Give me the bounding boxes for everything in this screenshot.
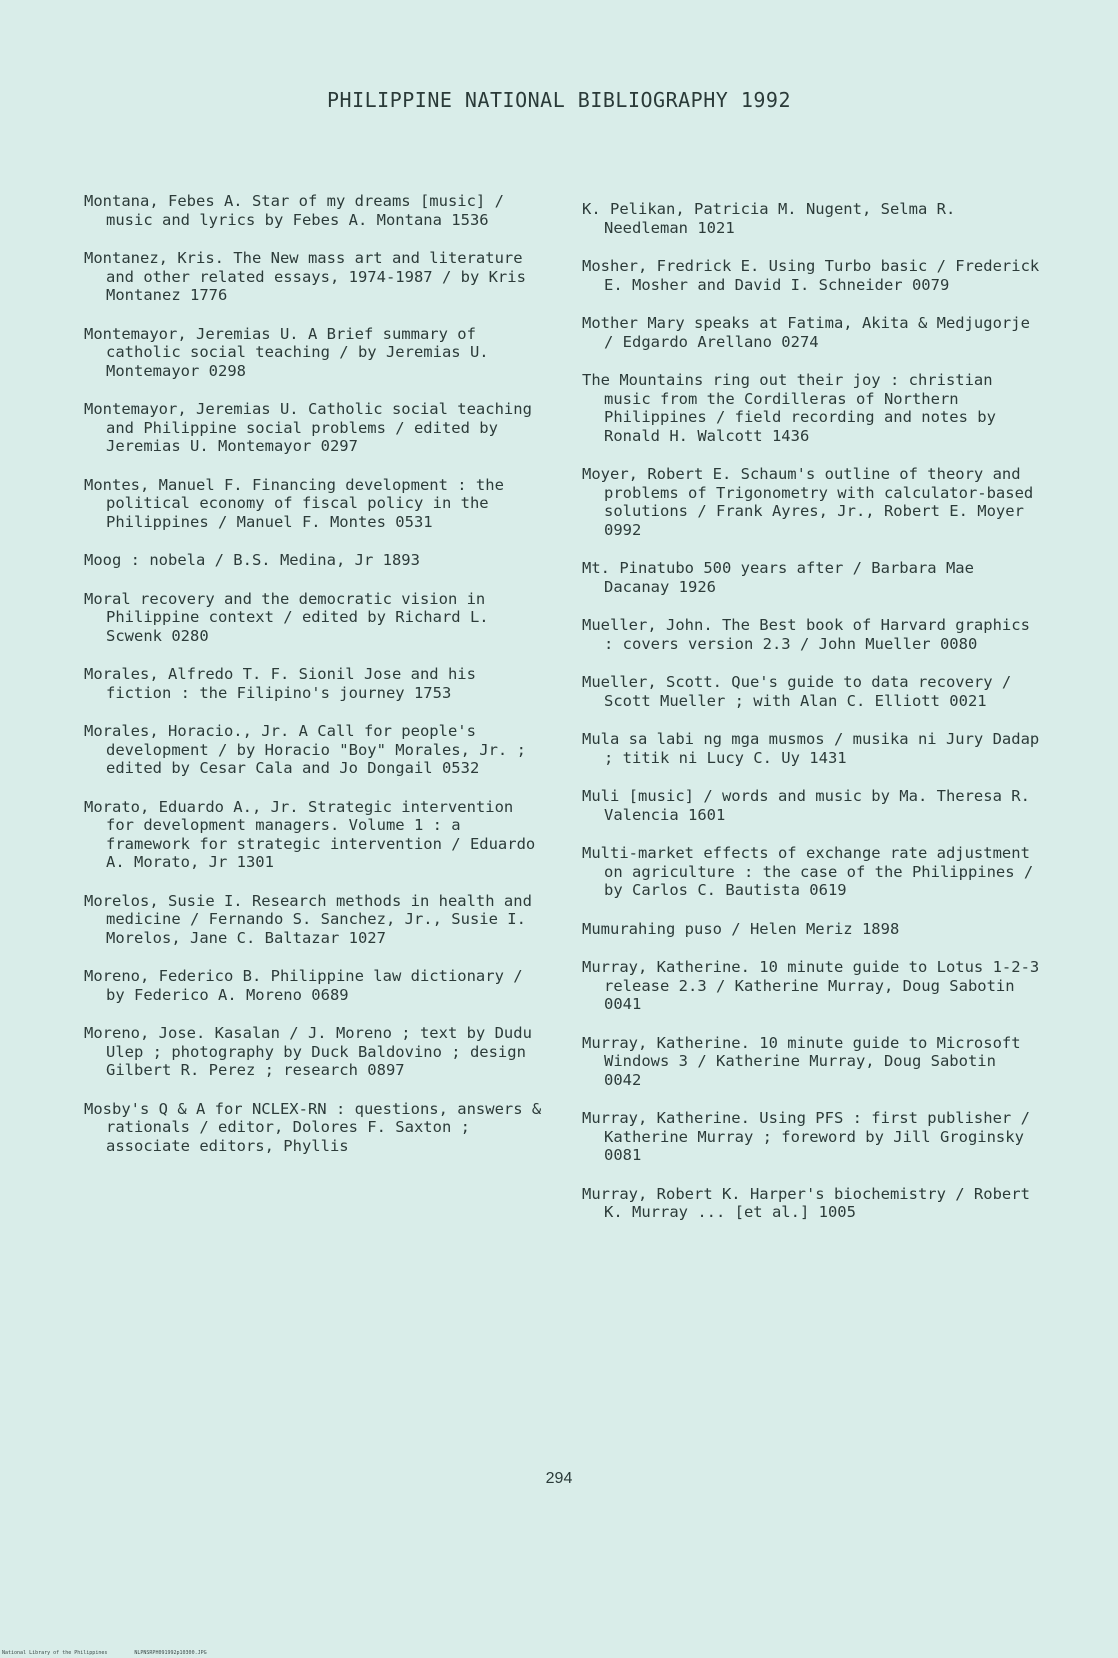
bibliography-entry: Moyer, Robert E. Schaum's outline of theory and problems of Trigonometry with calculator-based solutions / Frank Ayres, Jr., Robert E. Moyer 0992 <box>582 465 1034 539</box>
bibliography-entry: Moral recovery and the democratic vision in Philippine context / edited by Richard L. Scwenk 0280 <box>84 589 489 645</box>
bibliography-entry: Montemayor, Jeremias U. A Brief summary of catholic social teaching / by Jeremias U. Montemayor 0298 <box>84 324 489 380</box>
bibliography-entry: Murray, Katherine. 10 minute guide to Lotus 1-2-3 release 2.3 / Katherine Murray, Doug Sabotin 0041 <box>582 958 1040 1013</box>
library-credit: National Library of the Philippines <box>2 1650 108 1656</box>
bibliography-entry: Mosby's Q & A for NCLEX-RN : questions, answers & rationals / editor, Dolores F. Saxton ; associate editors, Phyllis <box>84 1099 542 1155</box>
bibliography-entry: The Mountains ring out their joy : christian music from the Cordilleras of Northern Philippines / field recording and notes by Ronald H. Walcott 1436 <box>582 371 996 445</box>
bibliography-entry: Mueller, Scott. Que's guide to data recovery / Scott Mueller ; with Alan C. Elliott 0021 <box>582 673 1012 710</box>
bibliography-entry: Mumurahing puso / Helen Meriz 1898 <box>582 919 900 938</box>
bibliography-entry: Montana, Febes A. Star of my dreams [music] / music and lyrics by Febes A. Montana 1536 <box>84 192 504 229</box>
bibliography-entry: Morales, Alfredo T. F. Sionil Jose and his fiction : the Filipino's journey 1753 <box>84 665 476 702</box>
bibliography-entry: Mueller, John. The Best book of Harvard graphics : covers version 2.3 / John Mueller 0080 <box>582 616 1030 653</box>
bibliography-entry: Moreno, Federico B. Philippine law dictionary / by Federico A. Moreno 0689 <box>84 967 523 1004</box>
bibliography-entry: Montes, Manuel F. Financing development : the political economy of fiscal policy in the Philippines / Manuel F. Montes 0531 <box>84 475 504 531</box>
bibliography-entry: Mosher, Fredrick E. Using Turbo basic / Frederick E. Mosher and David I. Schneider 0079 <box>582 257 1040 294</box>
bibliography-entry: Morelos, Susie I. Research methods in health and medicine / Fernando S. Sanchez, Jr., Susie I. Morelos, Jane C. Baltazar 1027 <box>84 891 532 947</box>
scan-footer <box>2 1650 231 1656</box>
bibliography-entry: Murray, Katherine. 10 minute guide to Microsoft Windows 3 / Katherine Murray, Doug Sabotin 0042 <box>582 1033 1021 1089</box>
bibliography-entry: Multi-market effects of exchange rate adjustment on agriculture : the case of the Philippines / by Carlos C. Bautista 0619 <box>582 844 1034 899</box>
scan-filename: NLPNSRPH091992p10300.JPG <box>134 1650 207 1656</box>
bibliography-entry: Moog : nobela / B.S. Medina, Jr 1893 <box>84 551 420 569</box>
right-column <box>582 200 1042 1242</box>
page-header-title: PHILIPPINE NATIONAL BIBLIOGRAPHY 1992 <box>326 88 792 112</box>
bibliography-entry: Moreno, Jose. Kasalan / J. Moreno ; text by Dudu Ulep ; photography by Duck Baldovino ; design Gilbert R. Perez ; research 0897 <box>84 1024 532 1079</box>
bibliography-entry: Montanez, Kris. The New mass art and literature and other related essays, 1974-1987 / by Kris Montanez 1776 <box>84 249 526 304</box>
bibliography-entry: Morales, Horacio., Jr. A Call for people's development / by Horacio "Boy" Morales, Jr. ; edited by Cesar Cala and Jo Dongail 0532 <box>84 722 526 777</box>
bibliography-entry: Murray, Robert K. Harper's biochemistry / Robert K. Murray ... [et al.] 1005 <box>582 1184 1030 1221</box>
bibliography-entry-continued: K. Pelikan, Patricia M. Nugent, Selma R. Needleman 1021 <box>582 200 956 237</box>
bibliography-entry: Murray, Katherine. Using PFS : first publisher / Katherine Murray ; foreword by Jill Groginsky 0081 <box>582 1109 1030 1164</box>
bibliography-entry: Mt. Pinatubo 500 years after / Barbara Mae Dacanay 1926 <box>582 559 974 596</box>
page-number: 294 <box>545 1470 573 1487</box>
bibliography-entry: Montemayor, Jeremias U. Catholic social teaching and Philippine social problems / edited by Jeremias U. Montemayor 0297 <box>84 400 532 455</box>
bibliography-entry: Mother Mary speaks at Fatima, Akita & Medjugorje / Edgardo Arellano 0274 <box>582 314 1030 351</box>
bibliography-entry: Muli [music] / words and music by Ma. Theresa R. Valencia 1601 <box>582 787 1030 824</box>
bibliography-entry: Mula sa labi ng mga musmos / musika ni Jury Dadap ; titik ni Lucy C. Uy 1431 <box>582 730 1040 767</box>
bibliography-entry: Morato, Eduardo A., Jr. Strategic intervention for development managers. Volume 1 : a framework for strategic intervention / Eduardo A. Morato, Jr 1301 <box>84 797 536 871</box>
left-column <box>84 192 544 1175</box>
